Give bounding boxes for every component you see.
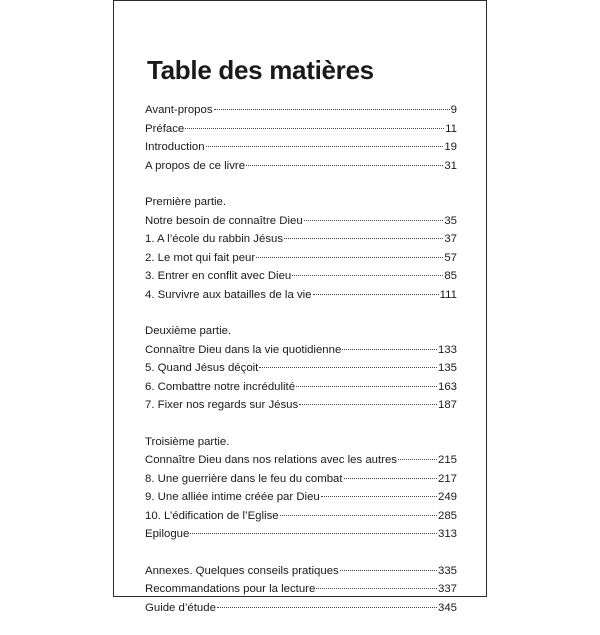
- toc-entry-label: 9. Une alliée intime créée par Dieu: [145, 491, 320, 503]
- table-of-contents: [145, 101, 457, 635]
- toc-entry: [145, 378, 457, 397]
- toc-entry-page: 187: [437, 399, 457, 411]
- toc-entry: [145, 249, 457, 268]
- section-heading: Deuxième partie.: [145, 325, 232, 337]
- dot-leader: [280, 515, 437, 516]
- toc-entry-label: 5. Quand Jésus déçoit: [145, 362, 259, 374]
- toc-entry: [145, 451, 457, 470]
- toc-entry-page: 163: [437, 380, 457, 393]
- toc-entry: [145, 396, 457, 415]
- toc-entry-page: 285: [437, 509, 457, 522]
- toc-group: [145, 193, 457, 304]
- toc-entry-label: 8. Une guerrière dans le feu du combat: [145, 472, 343, 485]
- toc-entry-page: 313: [437, 528, 457, 540]
- toc-entry-page: 35: [444, 214, 457, 227]
- toc-group: [145, 562, 457, 618]
- toc-entry-page: 57: [444, 251, 457, 264]
- dot-leader: [316, 588, 437, 589]
- toc-entry-label: 1. A l’école du rabbin Jésus: [145, 233, 284, 245]
- toc-entry-label: Guide d’étude: [145, 601, 216, 614]
- dot-leader: [214, 109, 450, 110]
- dot-leader: [246, 165, 443, 166]
- toc-entry: [145, 359, 457, 378]
- toc-entry: [145, 580, 457, 599]
- toc-entry: [145, 120, 457, 139]
- toc-entry-label: 4. Survivre aux batailles de la vie: [145, 288, 312, 301]
- book-page: [113, 0, 487, 614]
- toc-entry-label: Préface: [145, 122, 185, 135]
- toc-entry-label: Connaître Dieu dans nos relations avec les autres: [145, 454, 398, 466]
- toc-entry: [145, 157, 457, 176]
- toc-entry-label: Notre besoin de connaître Dieu: [145, 214, 303, 227]
- toc-entry-label: Epilogue: [145, 528, 190, 540]
- toc-entry-page: 249: [437, 491, 457, 503]
- toc-entry: [145, 286, 457, 305]
- toc-entry-label: Annexes. Quelques conseils pratiques: [145, 564, 339, 577]
- toc-entry-page: 217: [437, 472, 457, 485]
- toc-entry-page: 37: [444, 233, 457, 245]
- dot-leader: [296, 386, 437, 387]
- toc-entry-page: 335: [437, 564, 457, 577]
- toc-entry-label: 3. Entrer en conflit avec Dieu: [145, 270, 292, 282]
- toc-entry-page: 135: [437, 362, 457, 374]
- dot-leader: [304, 220, 444, 221]
- toc-entry-page: 345: [437, 601, 457, 614]
- toc-entry: [145, 525, 457, 544]
- toc-entry-label: 10. L’édification de l’Eglise: [145, 509, 279, 522]
- toc-entry: [145, 488, 457, 507]
- toc-entry-page: 337: [437, 583, 457, 595]
- toc-entry-label: Recommandations pour la lecture: [145, 583, 316, 595]
- toc-entry-label: Connaître Dieu dans la vie quotidienne: [145, 343, 342, 356]
- dot-leader: [342, 349, 437, 350]
- toc-entry: [145, 562, 457, 581]
- toc-entry-page: 11: [445, 122, 457, 135]
- toc-entry: [145, 599, 457, 618]
- toc-entry-page: 215: [437, 454, 457, 466]
- toc-entry-label: Introduction: [145, 141, 205, 153]
- toc-entry-page: 19: [444, 141, 457, 153]
- toc-entry-label: 7. Fixer nos regards sur Jésus: [145, 399, 299, 411]
- toc-entry-label: A propos de ce livre: [145, 159, 246, 172]
- dot-leader: [284, 238, 443, 239]
- dot-leader: [256, 257, 443, 258]
- toc-group: [145, 433, 457, 544]
- toc-entry-page: 111: [439, 288, 457, 301]
- toc-entry-label: Avant-propos: [145, 104, 213, 116]
- toc-entry-page: 85: [444, 270, 457, 282]
- toc-group: [145, 322, 457, 415]
- toc-entry-page: 31: [444, 159, 457, 172]
- dot-leader: [185, 128, 444, 129]
- dot-leader: [344, 478, 437, 479]
- dot-leader: [206, 146, 444, 147]
- dot-leader: [313, 294, 439, 295]
- dot-leader: [398, 459, 437, 460]
- toc-entry: [145, 267, 457, 286]
- toc-entry-page: 133: [437, 343, 457, 356]
- toc-entry: [145, 470, 457, 489]
- toc-entry-page: 9: [450, 104, 457, 116]
- toc-entry: [145, 341, 457, 360]
- dot-leader: [299, 404, 437, 405]
- section-heading: Troisième partie.: [145, 435, 230, 448]
- toc-entry: [145, 101, 457, 120]
- page-title: Table des matières: [147, 55, 374, 85]
- toc-entry: [145, 212, 457, 231]
- toc-entry-label: 6. Combattre notre incrédulité: [145, 380, 296, 393]
- dot-leader: [321, 496, 437, 497]
- toc-entry: [145, 138, 457, 157]
- dot-leader: [190, 533, 437, 534]
- dot-leader: [217, 607, 437, 608]
- dot-leader: [340, 570, 437, 571]
- section-heading: Première partie.: [145, 196, 227, 208]
- toc-entry-label: 2. Le mot qui fait peur: [145, 251, 256, 264]
- toc-entry: [145, 230, 457, 249]
- toc-group: [145, 101, 457, 175]
- dot-leader: [292, 275, 443, 276]
- toc-entry: [145, 507, 457, 526]
- dot-leader: [259, 367, 437, 368]
